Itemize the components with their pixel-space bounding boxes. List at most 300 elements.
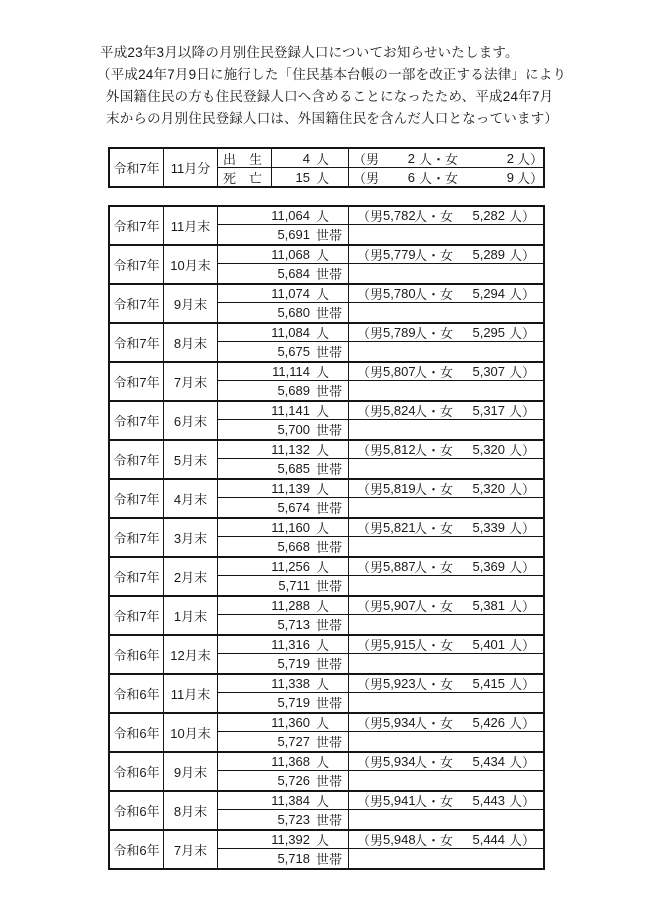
female-count: 2: [506, 151, 515, 166]
female-count: 5,282: [472, 208, 506, 223]
female-count: 5,426: [472, 715, 506, 730]
vital-gender-breakdown: [349, 149, 543, 168]
male-count: 5,821: [383, 520, 416, 535]
female-mid-label: 人・女: [414, 833, 454, 848]
gender-breakdown-cell: [349, 402, 543, 420]
household-count-cell: [218, 693, 348, 711]
population-count-cell: [218, 792, 348, 810]
household-count: 5,700: [277, 421, 310, 437]
male-prefix: （男: [357, 794, 384, 809]
household-unit: 世帯: [316, 305, 343, 321]
household-unit: 世帯: [316, 617, 343, 633]
vital-count-cell: [272, 149, 349, 168]
population-count-cell: [218, 246, 348, 264]
female-mid-label: 人・女: [414, 599, 454, 614]
population-count-cell: [218, 324, 348, 342]
male-prefix: （男: [357, 248, 384, 263]
count-column: [218, 597, 349, 634]
breakdown-column: [349, 753, 543, 790]
breakdown-empty-cell: [349, 771, 543, 789]
year-cell: 令和6年: [110, 792, 164, 829]
population-unit: 人: [316, 443, 330, 458]
gender-breakdown-cell: [349, 636, 543, 654]
population-count-cell: [218, 636, 348, 654]
male-count: 5,948: [383, 832, 416, 847]
household-count: 5,727: [277, 733, 310, 749]
population-unit: 人: [316, 638, 330, 653]
household-unit: 世帯: [316, 734, 343, 750]
year-cell: 令和6年: [110, 675, 164, 712]
gender-breakdown-cell: [349, 597, 543, 615]
close-suffix: 人）: [509, 677, 536, 692]
female-count: 5,320: [472, 442, 506, 457]
close-suffix: 人）: [509, 248, 536, 263]
breakdown-column: [349, 324, 543, 361]
population-count-cell: [218, 519, 348, 537]
male-count: 5,789: [383, 325, 416, 340]
count-column: [218, 402, 349, 439]
population-unit: 人: [316, 833, 330, 848]
male-prefix: （男: [357, 560, 384, 575]
female-mid-label: 人・女: [414, 443, 454, 458]
household-count: 5,719: [277, 694, 310, 710]
year-cell: 令和7年: [110, 207, 164, 244]
year-cell: 令和7年: [110, 558, 164, 595]
household-unit: 世帯: [316, 461, 343, 477]
male-count: 5,915: [383, 637, 416, 652]
male-count: 5,923: [383, 676, 416, 691]
population-unit: 人: [316, 287, 330, 302]
household-count: 5,719: [277, 655, 310, 671]
year-cell: 令和7年: [110, 519, 164, 556]
household-count-cell: [218, 576, 348, 594]
population-unit: 人: [316, 716, 330, 731]
population-count: 11,132: [271, 442, 310, 457]
male-count: 5,934: [383, 754, 416, 769]
breakdown-empty-cell: [349, 615, 543, 633]
household-count-cell: [218, 498, 348, 516]
breakdown-column: [349, 519, 543, 556]
close-suffix: 人）: [509, 716, 536, 731]
population-row-group: [110, 246, 543, 285]
population-row-group: [110, 363, 543, 402]
population-count-cell: [218, 441, 348, 459]
household-count: 5,713: [277, 616, 310, 632]
breakdown-column: [349, 636, 543, 673]
breakdown-empty-cell: [349, 537, 543, 555]
female-mid-label: 人・女: [414, 638, 454, 653]
intro-line: 外国籍住民の方も住民登録人口へ含めることになったため、平成24年7月: [106, 89, 554, 104]
household-count-cell: [218, 771, 348, 789]
male-count: 5,887: [383, 559, 416, 574]
population-count: 11,256: [271, 559, 310, 574]
month-cell: 5月末: [164, 441, 218, 478]
year-cell: 令和7年: [110, 597, 164, 634]
female-mid-label: 人・女: [414, 404, 454, 419]
breakdown-empty-cell: [349, 576, 543, 594]
household-count: 5,711: [278, 577, 310, 593]
household-unit: 世帯: [316, 344, 343, 360]
breakdown-column: [349, 441, 543, 478]
population-count: 11,141: [271, 403, 310, 418]
household-count: 5,674: [277, 499, 310, 515]
household-count: 5,668: [277, 538, 310, 554]
male-prefix: （男: [357, 326, 384, 341]
close-suffix: 人）: [509, 443, 536, 458]
close-suffix: 人）: [509, 794, 536, 809]
household-count-cell: [218, 615, 348, 633]
household-count-cell: [218, 342, 348, 360]
month-cell: 9月末: [164, 753, 218, 790]
household-unit: 世帯: [316, 851, 343, 867]
close-suffix: 人）: [509, 365, 536, 380]
intro-line: （平成24年7月9日に施行した「住民基本台帳の一部を改正する法律」により: [97, 67, 567, 82]
vital-rows: [218, 149, 543, 186]
household-count: 5,685: [277, 460, 310, 476]
household-unit: 世帯: [316, 695, 343, 711]
intro-line: 平成23年3月以降の月別住民登録人口についてお知らせいたします。: [100, 45, 519, 60]
close-suffix: 人）: [509, 404, 536, 419]
population-unit: 人: [316, 482, 330, 497]
household-count-cell: [218, 654, 348, 672]
household-count: 5,726: [277, 772, 310, 788]
vital-year-cell: 令和7年: [110, 149, 164, 186]
male-prefix: （男: [357, 443, 384, 458]
gender-breakdown-cell: [349, 714, 543, 732]
close-suffix: 人）: [517, 152, 544, 167]
close-suffix: 人）: [509, 482, 536, 497]
gender-breakdown-cell: [349, 675, 543, 693]
month-cell: 10月末: [164, 246, 218, 283]
population-unit: 人: [316, 248, 330, 263]
vital-count-cell: [272, 168, 349, 187]
female-count: 5,317: [472, 403, 506, 418]
breakdown-empty-cell: [349, 693, 543, 711]
household-count-cell: [218, 303, 348, 321]
month-cell: 9月末: [164, 285, 218, 322]
household-count: 5,723: [277, 811, 310, 827]
household-unit: 世帯: [316, 812, 343, 828]
population-count-cell: [218, 402, 348, 420]
population-count: 11,074: [271, 286, 310, 301]
female-count: 5,443: [472, 793, 506, 808]
population-unit: 人: [316, 209, 330, 224]
count-column: [218, 558, 349, 595]
population-count: 11,064: [271, 208, 310, 223]
household-unit: 世帯: [316, 773, 343, 789]
male-prefix: （男: [357, 209, 384, 224]
count-column: [218, 519, 349, 556]
female-count: 5,294: [472, 286, 506, 301]
population-row-group: [110, 558, 543, 597]
month-cell: 3月末: [164, 519, 218, 556]
breakdown-column: [349, 714, 543, 751]
month-cell: 10月末: [164, 714, 218, 751]
breakdown-empty-cell: [349, 849, 543, 867]
month-cell: 11月末: [164, 207, 218, 244]
male-prefix: （男: [353, 170, 380, 186]
vital-period-cell: 11月分: [164, 149, 218, 186]
population-unit: 人: [316, 521, 330, 536]
population-count: 11,068: [271, 247, 310, 262]
breakdown-column: [349, 597, 543, 634]
population-count-cell: [218, 675, 348, 693]
household-unit: 世帯: [316, 539, 343, 555]
female-mid-label: 人・女: [414, 716, 454, 731]
female-count: 5,307: [472, 364, 506, 379]
population-row-group: [110, 636, 543, 675]
month-cell: 1月末: [164, 597, 218, 634]
month-cell: 7月末: [164, 363, 218, 400]
breakdown-column: [349, 558, 543, 595]
female-count: 5,369: [472, 559, 506, 574]
breakdown-column: [349, 285, 543, 322]
male-count: 5,907: [383, 598, 416, 613]
breakdown-empty-cell: [349, 342, 543, 360]
intro-paragraph: [97, 42, 566, 130]
population-count-cell: [218, 558, 348, 576]
gender-breakdown-cell: [349, 558, 543, 576]
breakdown-empty-cell: [349, 459, 543, 477]
population-unit: 人: [316, 365, 330, 380]
breakdown-empty-cell: [349, 225, 543, 243]
male-prefix: （男: [357, 287, 384, 302]
population-row-group: [110, 324, 543, 363]
male-prefix: （男: [357, 638, 384, 653]
population-count-cell: [218, 753, 348, 771]
population-row-group: [110, 714, 543, 753]
population-row-group: [110, 519, 543, 558]
close-suffix: 人）: [509, 638, 536, 653]
household-unit: 世帯: [316, 500, 343, 516]
female-mid-label: 人・女: [414, 794, 454, 809]
male-count: 5,780: [383, 286, 416, 301]
gender-breakdown-cell: [349, 753, 543, 771]
population-count: 11,084: [271, 325, 310, 340]
female-mid-label: 人・女: [414, 755, 454, 770]
vital-count-unit: 人: [316, 170, 330, 186]
population-unit: 人: [316, 794, 330, 809]
population-count-cell: [218, 480, 348, 498]
household-count: 5,680: [277, 304, 310, 320]
female-mid-label: 人・女: [414, 560, 454, 575]
male-count: 6: [407, 169, 416, 185]
household-count-cell: [218, 225, 348, 243]
count-column: [218, 675, 349, 712]
population-count-cell: [218, 597, 348, 615]
year-cell: 令和7年: [110, 363, 164, 400]
population-count-cell: [218, 831, 348, 849]
count-column: [218, 246, 349, 283]
household-count: 5,684: [277, 265, 310, 281]
female-count: 5,444: [472, 832, 506, 847]
gender-breakdown-cell: [349, 792, 543, 810]
household-count-cell: [218, 537, 348, 555]
male-prefix: （男: [357, 599, 384, 614]
breakdown-column: [349, 402, 543, 439]
household-unit: 世帯: [316, 227, 343, 243]
breakdown-column: [349, 480, 543, 517]
population-row-group: [110, 831, 543, 868]
population-count-cell: [218, 714, 348, 732]
household-unit: 世帯: [316, 578, 343, 594]
count-column: [218, 831, 349, 868]
count-column: [218, 363, 349, 400]
count-column: [218, 324, 349, 361]
breakdown-empty-cell: [349, 381, 543, 399]
year-cell: 令和7年: [110, 285, 164, 322]
breakdown-column: [349, 246, 543, 283]
population-row-group: [110, 597, 543, 636]
female-count: 9: [506, 169, 515, 185]
month-cell: 7月末: [164, 831, 218, 868]
population-count: 11,368: [271, 754, 310, 769]
close-suffix: 人）: [509, 521, 536, 536]
close-suffix: 人）: [509, 209, 536, 224]
gender-breakdown-cell: [349, 324, 543, 342]
year-cell: 令和6年: [110, 714, 164, 751]
household-count-cell: [218, 459, 348, 477]
household-count: 5,689: [277, 382, 310, 398]
female-mid-label: 人・女: [414, 677, 454, 692]
male-count: 5,934: [383, 715, 416, 730]
household-count-cell: [218, 849, 348, 867]
gender-breakdown-cell: [349, 285, 543, 303]
count-column: [218, 714, 349, 751]
close-suffix: 人）: [509, 326, 536, 341]
population-count: 11,288: [271, 598, 310, 613]
breakdown-empty-cell: [349, 810, 543, 828]
male-prefix: （男: [357, 365, 384, 380]
household-count: 5,718: [277, 850, 310, 866]
household-unit: 世帯: [316, 656, 343, 672]
breakdown-column: [349, 363, 543, 400]
vital-row-label: 出 生: [218, 149, 272, 168]
year-cell: 令和6年: [110, 831, 164, 868]
intro-line: 末からの月別住民登録人口は、外国籍住民を含んだ人口となっています）: [106, 111, 559, 126]
female-mid-label: 人・女: [414, 521, 454, 536]
gender-breakdown-cell: [349, 363, 543, 381]
female-mid-label: 人・女: [419, 170, 459, 186]
population-row-group: [110, 792, 543, 831]
population-unit: 人: [316, 677, 330, 692]
gender-breakdown-cell: [349, 246, 543, 264]
population-count: 11,338: [271, 676, 310, 691]
month-cell: 12月末: [164, 636, 218, 673]
population-row-group: [110, 207, 543, 246]
breakdown-column: [349, 207, 543, 244]
close-suffix: 人）: [509, 833, 536, 848]
vital-stats-table: [108, 147, 545, 188]
female-mid-label: 人・女: [414, 287, 454, 302]
female-mid-label: 人・女: [414, 248, 454, 263]
close-suffix: 人）: [509, 287, 536, 302]
population-unit: 人: [316, 326, 330, 341]
female-count: 5,320: [472, 481, 506, 496]
female-mid-label: 人・女: [414, 209, 454, 224]
male-count: 5,941: [383, 793, 416, 808]
female-mid-label: 人・女: [414, 326, 454, 341]
population-count-cell: [218, 207, 348, 225]
population-count: 11,384: [271, 793, 310, 808]
male-prefix: （男: [357, 404, 384, 419]
gender-breakdown-cell: [349, 831, 543, 849]
population-row-group: [110, 753, 543, 792]
gender-breakdown-cell: [349, 519, 543, 537]
breakdown-empty-cell: [349, 303, 543, 321]
household-count: 5,675: [277, 343, 310, 359]
male-prefix: （男: [357, 833, 384, 848]
vital-count-unit: 人: [316, 152, 330, 167]
population-unit: 人: [316, 599, 330, 614]
male-count: 5,779: [383, 247, 416, 262]
month-cell: 8月末: [164, 792, 218, 829]
count-column: [218, 285, 349, 322]
female-count: 5,415: [472, 676, 506, 691]
month-cell: 2月末: [164, 558, 218, 595]
month-cell: 4月末: [164, 480, 218, 517]
breakdown-column: [349, 792, 543, 829]
male-prefix: （男: [357, 482, 384, 497]
breakdown-column: [349, 675, 543, 712]
population-count-cell: [218, 363, 348, 381]
year-cell: 令和6年: [110, 636, 164, 673]
population-unit: 人: [316, 560, 330, 575]
breakdown-empty-cell: [349, 420, 543, 438]
year-cell: 令和6年: [110, 753, 164, 790]
population-row-group: [110, 675, 543, 714]
male-count: 5,807: [383, 364, 416, 379]
population-row-group: [110, 402, 543, 441]
population-count: 11,114: [272, 364, 310, 379]
close-suffix: 人）: [509, 599, 536, 614]
vital-count: 4: [302, 151, 310, 166]
vital-row: [218, 168, 543, 187]
breakdown-empty-cell: [349, 498, 543, 516]
household-unit: 世帯: [316, 266, 343, 282]
count-column: [218, 753, 349, 790]
female-count: 5,434: [472, 754, 506, 769]
vital-count: 15: [295, 169, 310, 185]
breakdown-column: [349, 831, 543, 868]
male-prefix: （男: [357, 521, 384, 536]
population-count: 11,139: [271, 481, 310, 496]
population-row-group: [110, 480, 543, 519]
month-cell: 8月末: [164, 324, 218, 361]
male-prefix: （男: [357, 677, 384, 692]
year-cell: 令和7年: [110, 441, 164, 478]
female-mid-label: 人・女: [414, 482, 454, 497]
male-count: 5,819: [383, 481, 416, 496]
gender-breakdown-cell: [349, 207, 543, 225]
population-count: 11,160: [271, 520, 310, 535]
female-mid-label: 人・女: [414, 365, 454, 380]
vital-gender-breakdown: [349, 168, 543, 187]
household-count: 5,691: [277, 226, 310, 242]
male-prefix: （男: [353, 152, 380, 167]
household-count-cell: [218, 732, 348, 750]
population-count: 11,392: [271, 832, 310, 847]
count-column: [218, 441, 349, 478]
male-count: 5,824: [383, 403, 416, 418]
count-column: [218, 792, 349, 829]
year-cell: 令和7年: [110, 324, 164, 361]
year-cell: 令和7年: [110, 402, 164, 439]
month-cell: 6月末: [164, 402, 218, 439]
year-cell: 令和7年: [110, 480, 164, 517]
vital-row-label: 死 亡: [218, 168, 272, 187]
population-row-group: [110, 441, 543, 480]
